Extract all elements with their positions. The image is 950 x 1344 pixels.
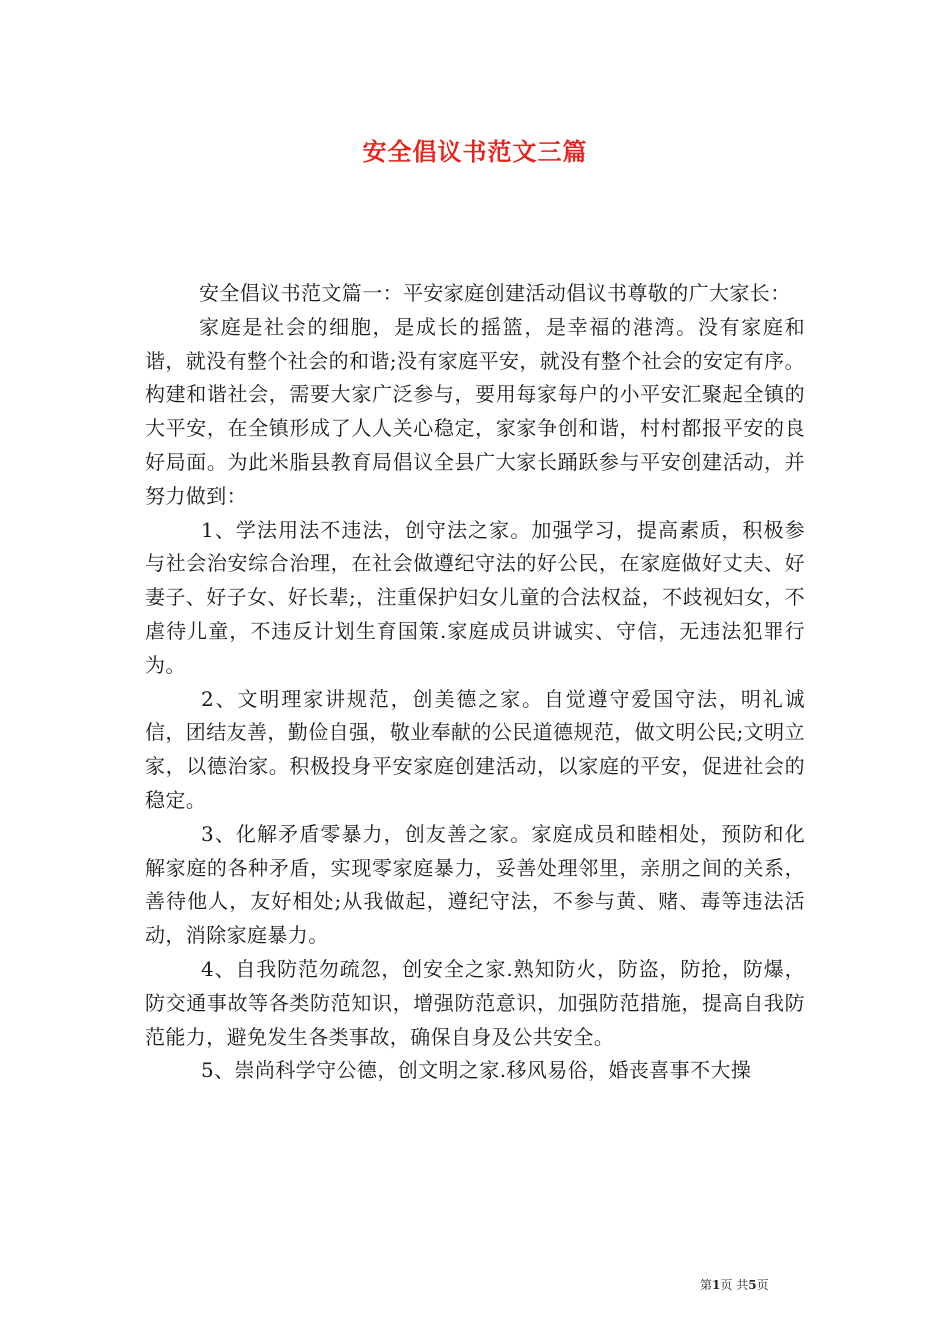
footer-middle: 页 共: [720, 1278, 749, 1292]
document-body: [145, 277, 805, 1088]
paragraph-item-1: 1、学法用法不违法，创守法之家。加强学习，提高素质，积极参与社会治安综合治理，在社会做遵纪守法的好公民，在家庭做好丈夫、好妻子、好子女、好长辈;，注重保护妇女儿童的合法权益，不歧视妇女，不虐待儿童，不违反计划生育国策.家庭成员讲诚实、守信，无违法犯罪行为。: [145, 517, 805, 677]
page-number-footer: [700, 1276, 820, 1293]
paragraph-intro: 家庭是社会的细胞，是成长的摇篮，是幸福的港湾。没有家庭和谐，就没有整个社会的和谐;没有家庭平安，就没有整个社会的安定有序。构建和谐社会，需要大家广泛参与，要用每家每户的小平安汇聚起全镇的大平安，在全镇形成了人人关心稳定，家家争创和谐，村村都报平安的良好局面。为此米脂县教育局倡议全县广大家长踊跃参与平安创建活动，并努力做到：: [145, 314, 805, 508]
paragraph-salutation: 安全倡议书范文篇一：平安家庭创建活动倡议书尊敬的广大家长：: [199, 281, 791, 305]
footer-suffix: 页: [756, 1278, 769, 1292]
footer-prefix: 第: [700, 1278, 713, 1292]
paragraph-item-5: 5、崇尚科学守公德，创文明之家.移风易俗，婚丧喜事不大操: [201, 1058, 752, 1083]
total-pages-number: 5: [748, 1278, 757, 1292]
paragraph-item-3: 3、化解矛盾零暴力，创友善之家。家庭成员和睦相处，预防和化解家庭的各种矛盾，实现零家庭暴力，妥善处理邻里，亲朋之间的关系，善待他人，友好相处;从我做起，遵纪守法，不参与黄、赌、毒等违法活动，消除家庭暴力。: [145, 821, 805, 948]
paragraph-item-2: 2、文明理家讲规范，创美德之家。自觉遵守爱国守法，明礼诚信，团结友善，勤俭自强，敬业奉献的公民道德规范，做文明公民;文明立家，以德治家。积极投身平安家庭创建活动，以家庭的平安，促进社会的稳定。: [145, 686, 805, 812]
paragraph-item-4: 4、自我防范勿疏忽，创安全之家.熟知防火，防盗，防抢，防爆，防交通事故等各类防范知识，增强防范意识，加强防范措施，提高自我防范能力，避免发生各类事故，确保自身及公共安全。: [145, 956, 805, 1049]
current-page-number: 1: [712, 1278, 721, 1292]
document-title: 安全倡议书范文三篇: [362, 137, 588, 166]
